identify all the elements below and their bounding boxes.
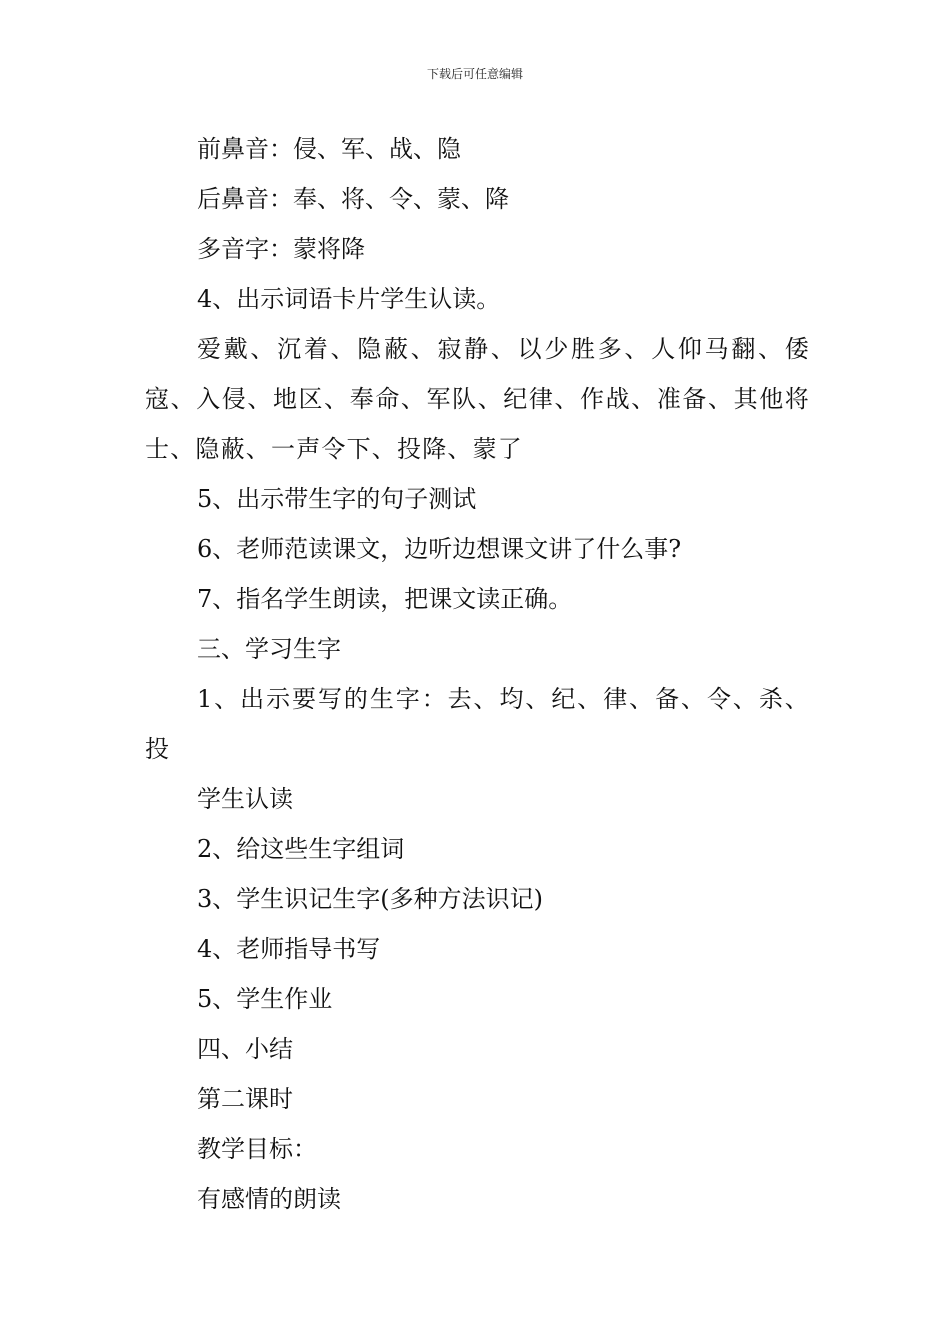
paragraph-step-7-student-reading: 7、指名学生朗读，把课文读正确。 bbox=[197, 585, 573, 613]
paragraph-step-4-word-cards: 4、出示词语卡片学生认读。 bbox=[197, 285, 501, 313]
section-heading-learn-characters: 三、学习生字 bbox=[197, 635, 341, 663]
paragraph-teaching-goals-label: 教学目标： bbox=[197, 1135, 317, 1163]
paragraph-vocabulary-list: 爱戴、沉着、隐蔽、寂静、以少胜多、人仰马翻、倭寇、入侵、地区、奉命、军队、纪律、作战、准备、其他将士、隐蔽、一声令下、投降、蒙了 bbox=[145, 335, 810, 463]
document-body bbox=[145, 124, 810, 1224]
page-header: 下载后可任意编辑 bbox=[426, 67, 523, 81]
paragraph-step-6-model-reading: 6、老师范读课文，边听边想课文讲了什么事? bbox=[197, 535, 682, 563]
paragraph-characters-to-write: 1、出示要写的生字：去、均、纪、律、备、令、杀、投 bbox=[145, 685, 810, 763]
paragraph-polyphonic: 多音字：蒙将降 bbox=[197, 235, 365, 263]
paragraph-step-5-sentence-test: 5、出示带生字的句子测试 bbox=[197, 485, 477, 513]
paragraph-students-read: 学生认读 bbox=[197, 785, 293, 813]
section-heading-second-lesson: 第二课时 bbox=[197, 1085, 293, 1113]
paragraph-teaching-goal-reading: 有感情的朗读 bbox=[197, 1185, 341, 1213]
section-heading-summary: 四、小结 bbox=[197, 1035, 293, 1063]
paragraph-back-nasal: 后鼻音：奉、将、令、蒙、降 bbox=[197, 185, 509, 213]
paragraph-word-building: 2、给这些生字组词 bbox=[197, 835, 405, 863]
paragraph-front-nasal: 前鼻音：侵、军、战、隐 bbox=[197, 135, 461, 163]
paragraph-writing-guidance: 4、老师指导书写 bbox=[197, 935, 381, 963]
paragraph-memorize-characters: 3、学生识记生字(多种方法识记) bbox=[197, 885, 543, 913]
paragraph-homework: 5、学生作业 bbox=[197, 985, 333, 1013]
